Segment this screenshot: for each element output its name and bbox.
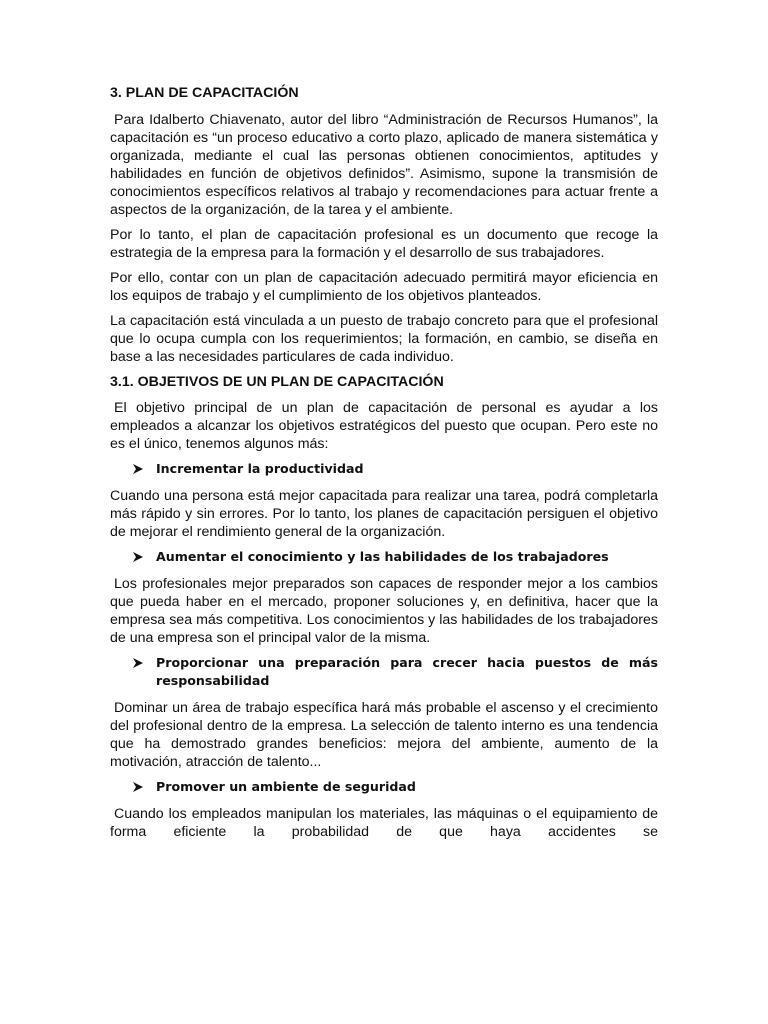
paragraph-objectives-intro: El objetivo principal de un plan de capacitación de personal es ayudar a los empleados a alcanzar los objetivos estratégicos del puesto que ocupan. Pero este no es el único, tenemos algunos más: <box>110 400 658 452</box>
objective-heading-safety <box>110 778 658 796</box>
objective-heading-knowledge <box>110 548 658 566</box>
objective-text-safety: Cuando los empleados manipulan los materiales, las máquinas o el equipamiento de forma eficiente la probabilidad de que haya accidentes se <box>110 806 658 840</box>
objective-heading-label: Promover un ambiente de seguridad <box>156 779 416 794</box>
arrowhead-bullet-icon <box>132 778 156 796</box>
objective-heading-growth <box>110 654 658 690</box>
objective-heading-label: Incrementar la productividad <box>156 461 364 476</box>
paragraph-distinction: La capacitación está vinculada a un puesto de trabajo concreto para que el profesional que lo ocupa cumpla con los requerimientos; la formación, en cambio, se diseña en base a las necesidades particulares de cada individuo. <box>110 313 658 365</box>
objective-text-productivity: Cuando una persona está mejor capacitada para realizar una tarea, podrá completarla más rápido y sin errores. Por lo tanto, los planes de capacitación persiguen el objetivo de mejorar el rendimiento general de la organización. <box>110 488 658 540</box>
arrowhead-bullet-icon <box>132 460 156 478</box>
objective-text-growth: Dominar un área de trabajo específica hará más probable el ascenso y el crecimiento del profesional dentro de la empresa. La selección de talento interno es una tendencia que ha demostrado grandes beneficios: mejora del ambiente, aumento de la motivación, atracción de talento... <box>110 700 658 770</box>
arrowhead-bullet-icon <box>132 654 156 672</box>
objective-heading-label: Aumentar el conocimiento y las habilidades de los trabajadores <box>156 549 609 564</box>
paragraph-definition: Para Idalberto Chiavenato, autor del libro “Administración de Recursos Humanos”, la capacitación es “un proceso educativo a corto plazo, aplicado de manera sistemática y organizada, mediante el cual las personas obtienen conocimientos, aptitudes y habilidades en función de objetivos definidos”. Asimismo, supone la transmisión de conocimientos específicos relativos al trabajo y recomendaciones para actuar frente a aspectos de la organización, de la tarea y el ambiente. <box>110 112 658 218</box>
subsection-title: 3.1. OBJETIVOS DE UN PLAN DE CAPACITACIÓN <box>110 374 444 390</box>
objective-text-knowledge: Los profesionales mejor preparados son capaces de responder mejor a los cambios que pueda haber en el mercado, proponer soluciones y, en definitiva, hacer que la empresa sea más competitiva. Los conocimientos y las habilidades de los trabajadores de una empresa son el principal valor de la misma. <box>110 576 658 646</box>
section-title: 3. PLAN DE CAPACITACIÓN <box>110 85 299 101</box>
objective-heading-productivity <box>110 460 658 478</box>
objective-heading-label: Proporcionar una preparación para crecer hacia puestos de más responsabilidad <box>156 655 658 688</box>
paragraph-plan: Por lo tanto, el plan de capacitación profesional es un documento que recoge la estrategia de la empresa para la formación y el desarrollo de sus trabajadores. <box>110 227 658 261</box>
paragraph-efficiency: Por ello, contar con un plan de capacitación adecuado permitirá mayor eficiencia en los equipos de trabajo y el cumplimiento de los objetivos planteados. <box>110 270 658 304</box>
arrowhead-bullet-icon <box>132 548 156 566</box>
